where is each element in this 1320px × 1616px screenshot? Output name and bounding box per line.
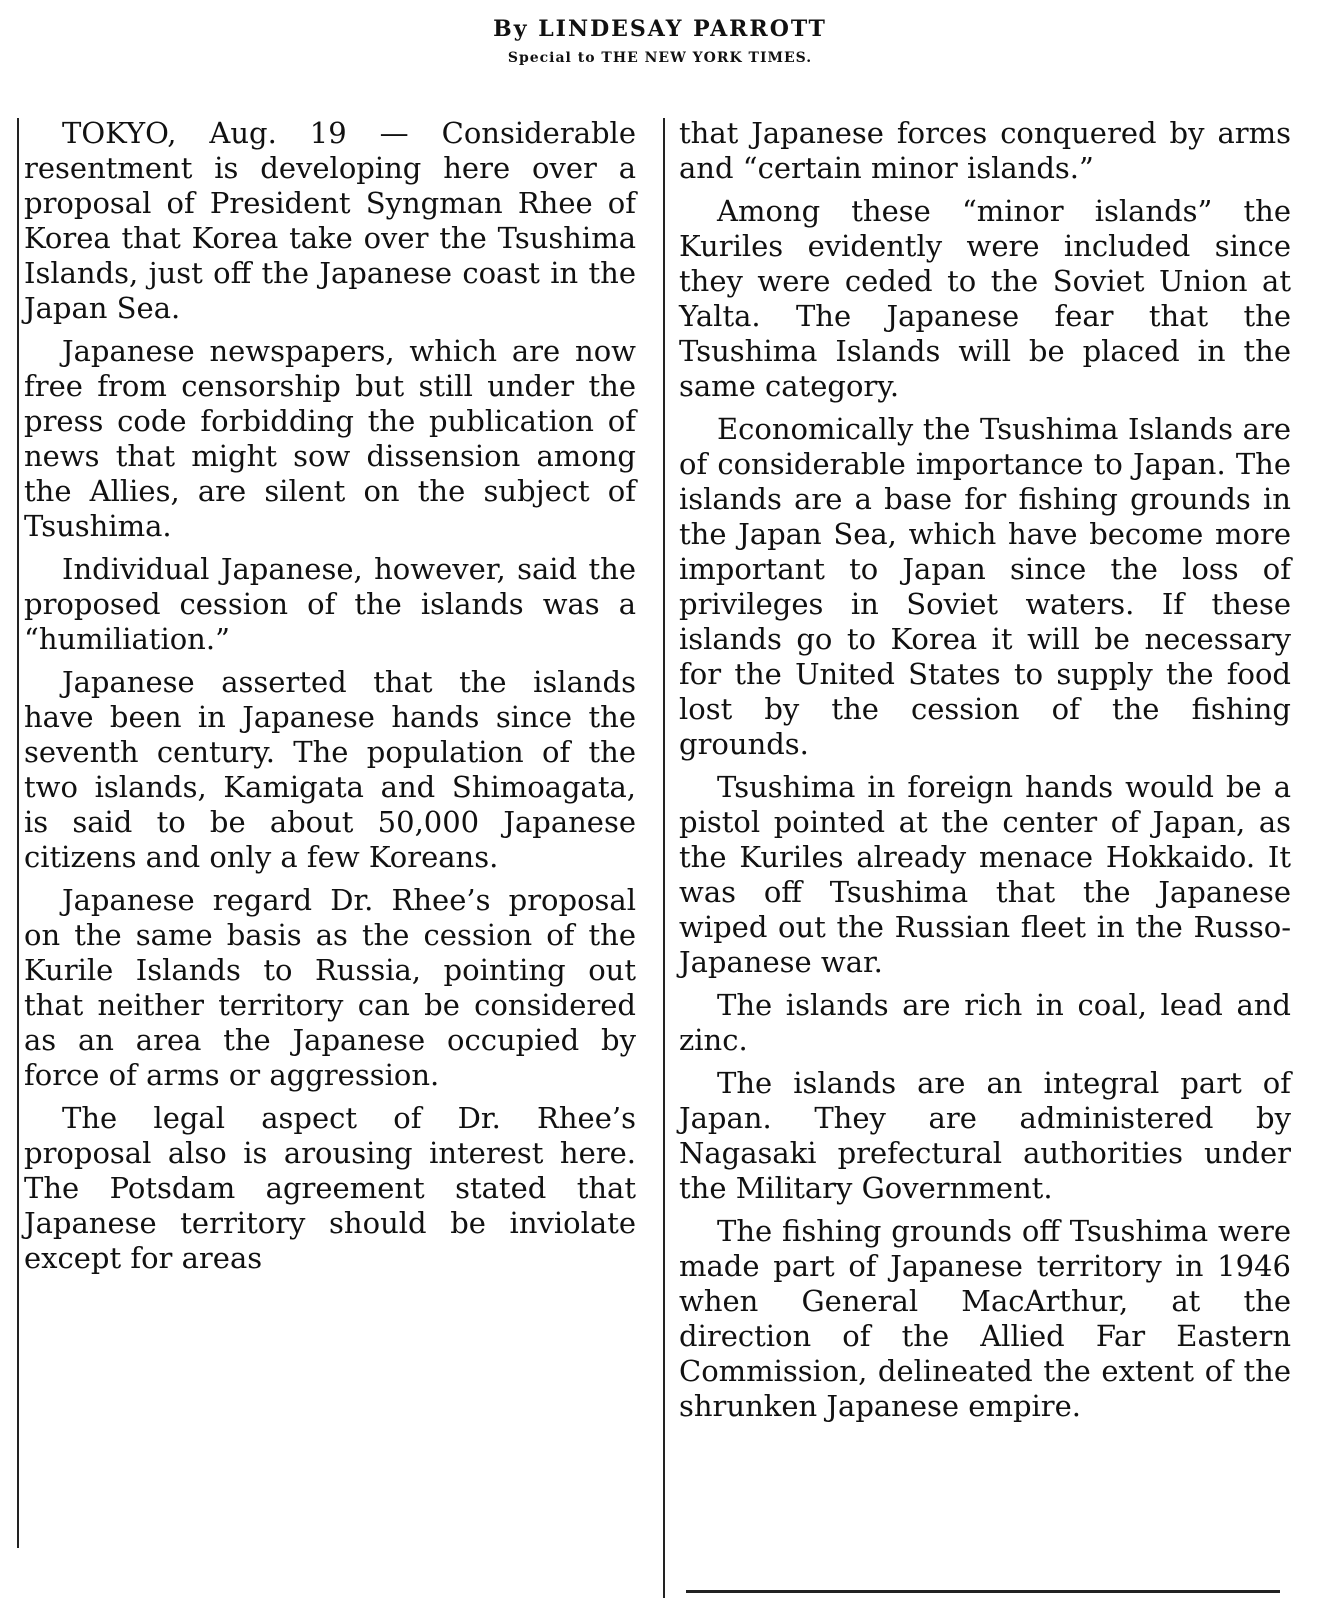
byline: By LINDESAY PARROTT [493,16,827,42]
article-paragraph: Tsushima in foreign hands would be a pistol pointed at the center of Japan, as the Kuriles already menace Hokkaido. It was off Tsushima that the Japanese wiped out the Russian fleet in the Russo-Japanese war. [679,770,1291,979]
center-column-rule [663,118,665,1598]
article-paragraph: Japanese asserted that the islands have been in Japanese hands since the seventh century. The population of the two islands, Kamigata and Shimoagata, is said to be about 50,000 Japanese citizens and only a few Koreans. [24,665,636,874]
article-paragraph: Economically the Tsushima Islands are of considerable importance to Japan. The islands are a base for fishing grounds in the Japan Sea, which have become more important to Japan since the loss of privileges in Soviet waters. If these islands go to Korea it will be necessary for the United States to supply the food lost by the cession of the fishing grounds. [679,412,1291,761]
left-margin-rule [17,118,19,1548]
article-paragraph: TOKYO, Aug. 19 — Considerable resentment is developing here over a proposal of President Syngman Rhee of Korea that Korea take over the Tsushima Islands, just off the Japanese coast in the Japan Sea. [24,116,636,325]
article-paragraph: Individual Japanese, however, said the proposed cession of the islands was a “humiliation.” [24,552,636,656]
article-paragraph-continuation: that Japanese forces conquered by arms and “certain minor islands.” [679,116,1291,185]
article-paragraph: Japanese regard Dr. Rhee’s proposal on the same basis as the cession of the Kurile Islands to Russia, pointing out that neither territory can be considered as an area the Japanese occupied by force of arms or aggression. [24,883,636,1092]
article-paragraph: Japanese newspapers, which are now free from censorship but still under the press code forbidding the publication of news that might sow dissension among the Allies, are silent on the subject of Tsushima. [24,334,636,543]
left-column [24,116,636,1284]
article-paragraph: The islands are an integral part of Japan. They are administered by Nagasaki prefectural authorities under the Military Government. [679,1066,1291,1205]
article-paragraph: The islands are rich in coal, lead and zinc. [679,988,1291,1057]
article-paragraph: The fishing grounds off Tsushima were made part of Japanese territory in 1946 when General MacArthur, at the direction of the Allied Far Eastern Commission, delineated the extent of the shrunken Japanese empire. [679,1214,1291,1423]
article-paragraph: The legal aspect of Dr. Rhee’s proposal also is arousing interest here. The Potsdam agreement stated that Japanese territory should be inviolate except for areas [24,1101,636,1275]
article-paragraph: Among these “minor islands” the Kuriles evidently were included since they were ceded to the Soviet Union at Yalta. The Japanese fear that the Tsushima Islands will be placed in the same category. [679,194,1291,403]
right-column [679,116,1291,1432]
article-end-rule [686,1590,1280,1593]
wire-credit: Special to THE NEW YORK TIMES. [507,50,813,66]
